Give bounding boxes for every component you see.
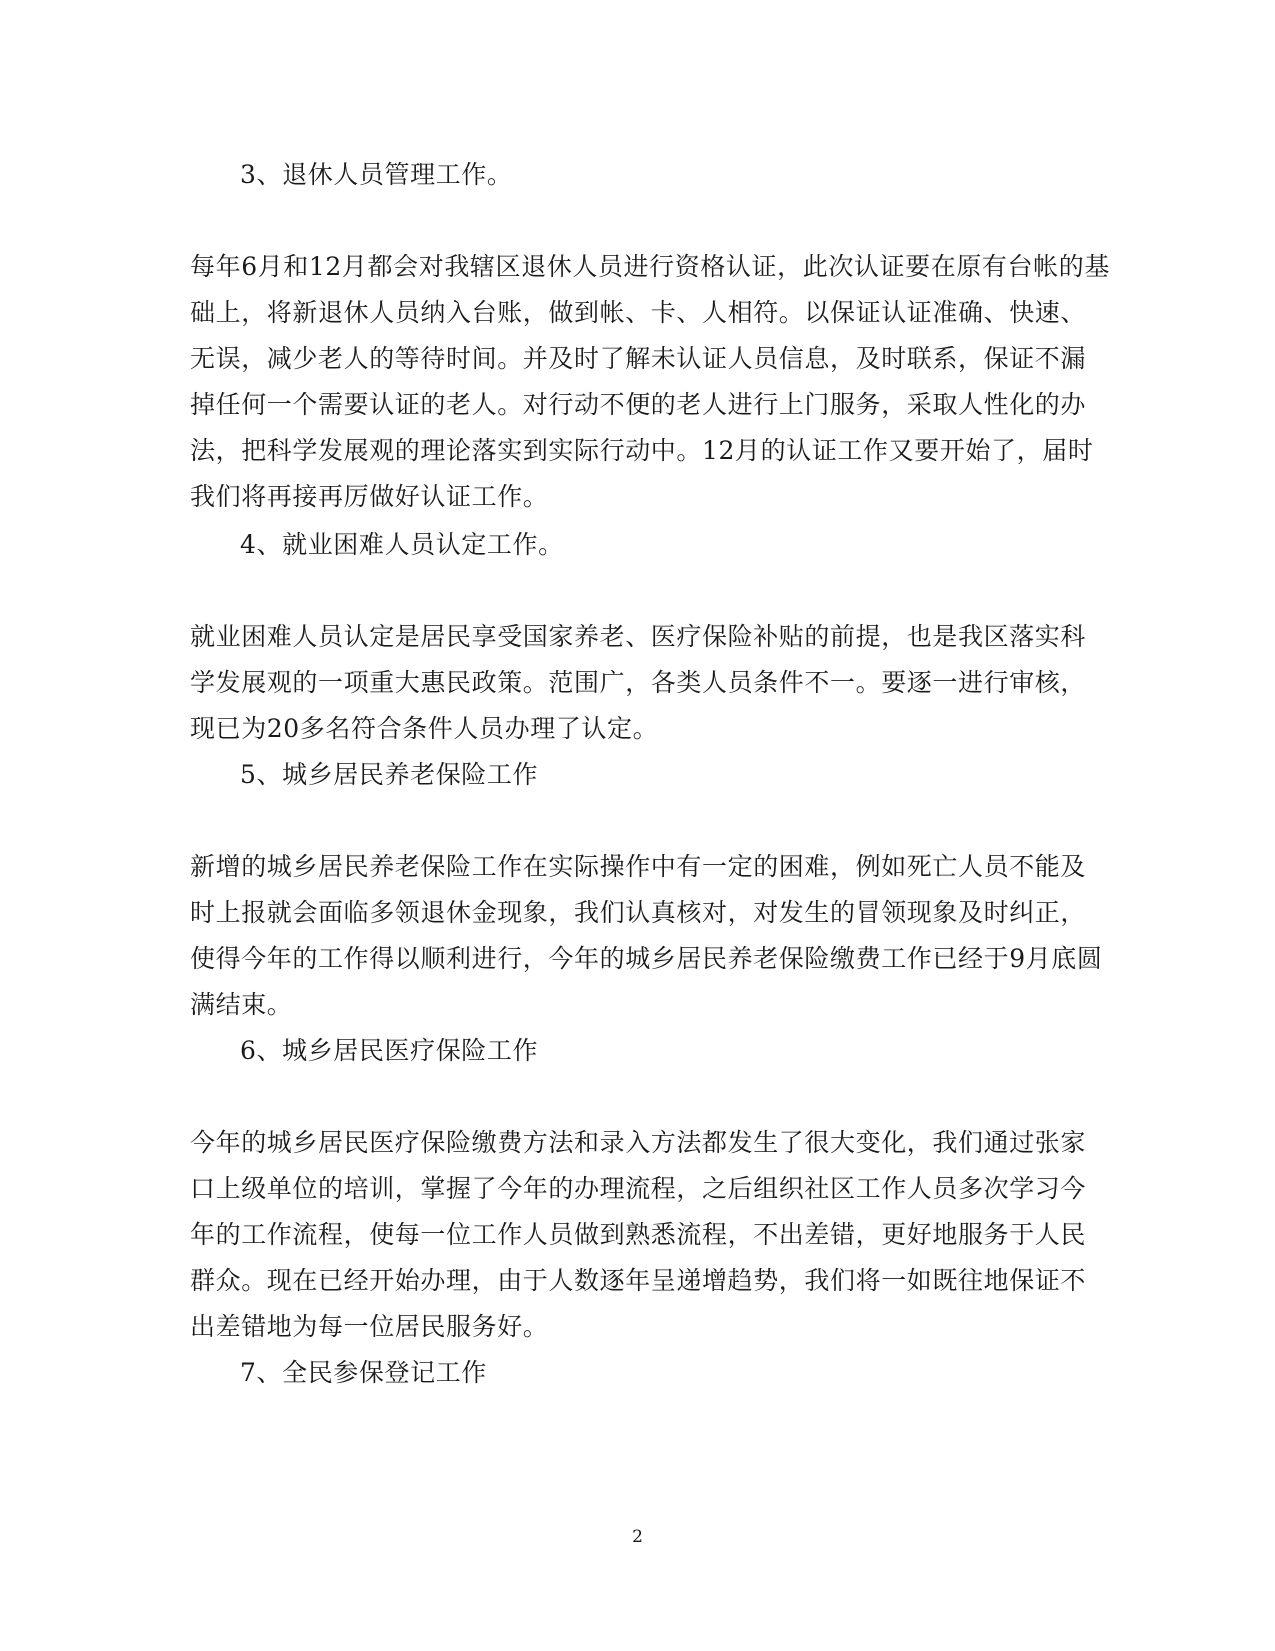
paragraph-line: 年的工作流程，使每一位工作人员做到熟悉流程，不出差错，更好地服务于人民 [190, 1220, 1087, 1249]
paragraph-line: 我们将再接再厉做好认证工作。 [190, 482, 549, 511]
page-number: 2 [632, 1527, 643, 1547]
paragraph-line: 今年的城乡居民医疗保险缴费方法和录入方法都发生了很大变化，我们通过张家 [190, 1128, 1087, 1157]
paragraph-line: 掉任何一个需要认证的老人。对行动不便的老人进行上门服务，采取人性化的办 [190, 390, 1087, 419]
section-heading: 7、全民参保登记工作 [240, 1358, 487, 1387]
paragraph-line: 满结束。 [190, 990, 293, 1019]
paragraph-line: 出差错地为每一位居民服务好。 [190, 1312, 549, 1341]
section-heading: 3、退休人员管理工作。 [240, 160, 513, 189]
paragraph-line: 础上，将新退休人员纳入台账，做到帐、卡、人相符。以保证认证准确、快速、 [190, 298, 1087, 327]
section-heading: 4、就业困难人员认定工作。 [240, 530, 564, 559]
paragraph-line: 现已为20多名符合条件人员办理了认定。 [190, 714, 659, 743]
paragraph-line: 使得今年的工作得以顺利进行，今年的城乡居民养老保险缴费工作已经于9月底圆 [190, 944, 1103, 973]
paragraph-line: 时上报就会面临多领退休金现象，我们认真核对，对发生的冒领现象及时纠正， [190, 898, 1087, 927]
section-heading: 5、城乡居民养老保险工作 [240, 760, 539, 789]
paragraph-line: 每年6月和12月都会对我辖区退休人员进行资格认证，此次认证要在原有台帐的基 [190, 252, 1110, 281]
section-heading: 6、城乡居民医疗保险工作 [240, 1036, 539, 1065]
paragraph-line: 无误，减少老人的等待时间。并及时了解未认证人员信息，及时联系，保证不漏 [190, 344, 1087, 373]
paragraph-line: 口上级单位的培训，掌握了今年的办理流程，之后组织社区工作人员多次学习今 [190, 1174, 1087, 1203]
paragraph-line: 法，把科学发展观的理论落实到实际行动中。12月的认证工作又要开始了，届时 [190, 436, 1094, 465]
paragraph-line: 学发展观的一项重大惠民政策。范围广，各类人员条件不一。要逐一进行审核， [190, 668, 1087, 697]
paragraph-line: 群众。现在已经开始办理，由于人数逐年呈递增趋势，我们将一如既往地保证不 [190, 1266, 1087, 1295]
paragraph-line: 就业困难人员认定是居民享受国家养老、医疗保险补贴的前提，也是我区落实科 [190, 622, 1087, 651]
paragraph-line: 新增的城乡居民养老保险工作在实际操作中有一定的困难，例如死亡人员不能及 [190, 852, 1087, 881]
